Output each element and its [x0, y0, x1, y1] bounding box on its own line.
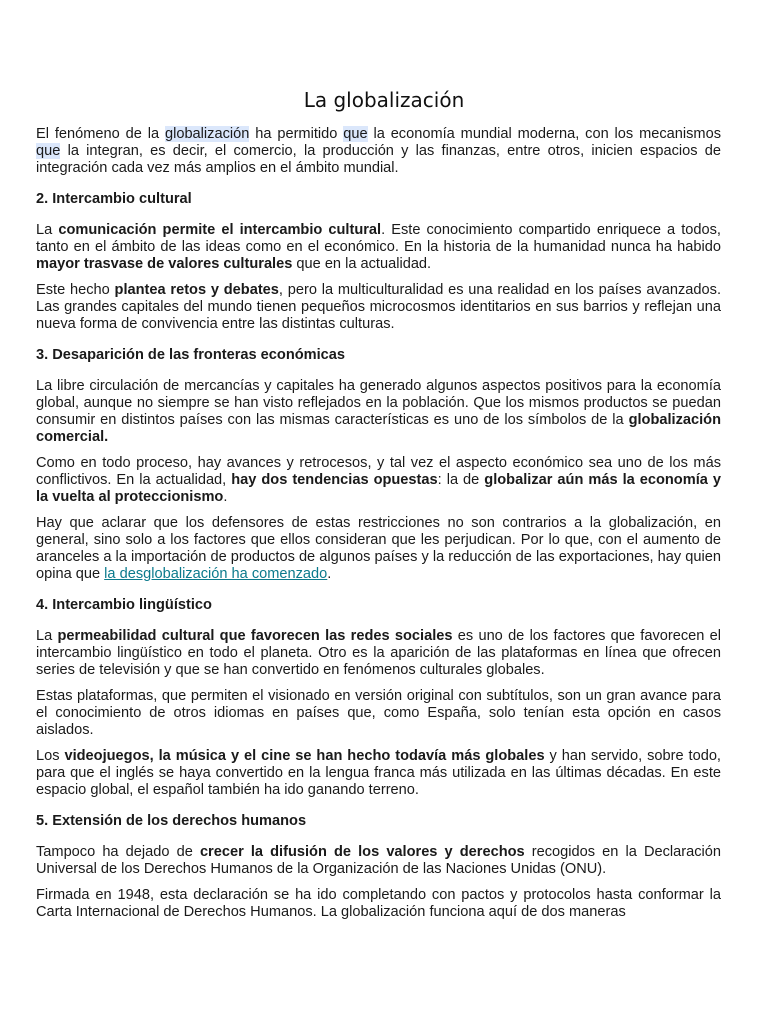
paragraph: Este hecho plantea retos y debates, pero la multiculturalidad es una realidad en los países avanzados. Las grandes capitales del mundo tienen pequeños microcosmos identitarios en sus barrios y reflejan una nueva forma de convivencia entre las distintas culturas.	[36, 282, 721, 332]
highlight-globalizacion: globalización	[164, 126, 250, 142]
section-heading-intercambio-linguistico: 4. Intercambio lingüístico	[36, 597, 212, 613]
paragraph: La libre circulación de mercancías y capitales ha generado algunos aspectos positivos para la economía global, aunque no siempre se han visto reflejados en la población. Que los mismos productos se puedan consumir en distintos países con las mismas características es uno de los símbolos de la globalización comercial.	[36, 378, 721, 445]
bold-text: crecer la difusión de los valores y derechos	[199, 844, 525, 860]
paragraph: Estas plataformas, que permiten el visionado en versión original con subtítulos, son un gran avance para el conocimiento de otros idiomas en países que, como España, solo tenían esta opción en casos aislados.	[36, 688, 721, 738]
section-heading-derechos-humanos: 5. Extensión de los derechos humanos	[36, 813, 307, 829]
text: ha permitido	[249, 126, 344, 142]
section-heading-intercambio-cultural: 2. Intercambio cultural	[36, 191, 192, 207]
document-body	[36, 126, 721, 930]
bold-text: hay dos tendencias opuestas	[231, 472, 438, 488]
highlight-que: que	[36, 143, 61, 159]
paragraph: Los videojuegos, la música y el cine se han hecho todavía más globales y han servido, sobre todo, para que el inglés se haya convertido en la lengua franca más utilizada en las últimas décadas. En este espacio global, el español también ha ido ganando terreno.	[36, 748, 721, 798]
bold-text: videojuegos, la música y el cine se han hecho todavía más globales	[64, 748, 545, 764]
text: la economía mundial moderna, con los mecanismos	[367, 126, 721, 142]
desglobalizacion-link[interactable]: la desglobalización ha comenzado	[104, 566, 328, 582]
paragraph: Firmada en 1948, esta declaración se ha ido completando con pactos y protocolos hasta conformar la Carta Internacional de Derechos Humanos. La globalización funciona aquí de dos maneras	[36, 887, 721, 920]
text: El fenómeno de la	[36, 126, 165, 142]
highlight-que: que	[343, 126, 368, 142]
paragraph: La permeabilidad cultural que favorecen las redes sociales es uno de los factores que favorecen el intercambio lingüístico en todo el planeta. Otro es la aparición de las plataformas en línea que ofrecen series de televisión y que se han convertido en fenómenos culturales globales.	[36, 628, 721, 678]
paragraph: Hay que aclarar que los defensores de estas restricciones no son contrarios a la globalización, en general, sino solo a los factores que ellos consideran que les perjudican. Por lo que, con el aumento de aranceles a la importación de productos de algunos países y la reducción de las exportaciones, hay quien opina que la desglobalización ha comenzado.	[36, 515, 721, 582]
paragraph: Como en todo proceso, hay avances y retrocesos, y tal vez el aspecto económico sea uno de los más conflictivos. En la actualidad, hay dos tendencias opuestas: la de globalizar aún más la economía y la vuelta al proteccionismo.	[36, 455, 721, 505]
intro-paragraph	[36, 126, 721, 177]
bold-text: mayor trasvase de valores culturales	[36, 256, 293, 272]
bold-text: globalizar aún más la economía y la vuelta al proteccionismo	[36, 472, 721, 505]
bold-text: comunicación permite el intercambio cultural	[58, 222, 382, 238]
text: la integran, es decir, el comercio, la producción y las finanzas, entre otros, inicien espacios de integración cada vez más amplios en el ámbito mundial.	[36, 143, 721, 176]
paragraph: Tampoco ha dejado de crecer la difusión de los valores y derechos recogidos en la Declaración Universal de los Derechos Humanos de la Organización de las Naciones Unidas (ONU).	[36, 844, 722, 877]
bold-text: plantea retos y debates	[114, 282, 279, 298]
bold-text: globalización comercial.	[36, 412, 721, 445]
paragraph: La comunicación permite el intercambio cultural. Este conocimiento compartido enriquece a todos, tanto en el ámbito de las ideas como en el económico. En la historia de la humanidad nunca ha habido mayor trasvase de valores culturales que en la actualidad.	[36, 222, 721, 272]
section-heading-fronteras-economicas: 3. Desaparición de las fronteras económicas	[36, 347, 346, 363]
page-title: La globalización	[303, 88, 465, 112]
bold-text: permeabilidad cultural que favorecen las redes sociales	[57, 628, 453, 644]
